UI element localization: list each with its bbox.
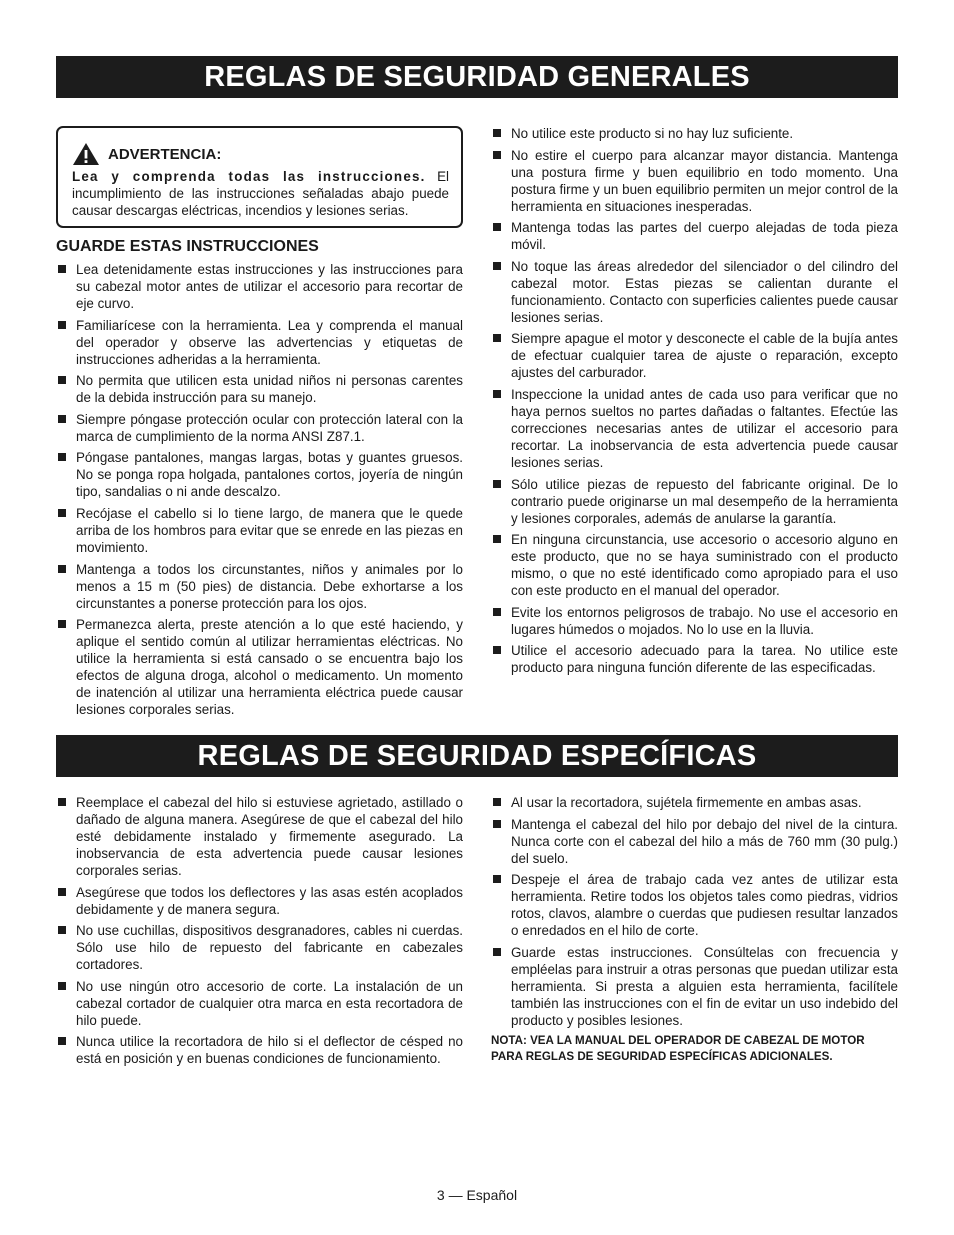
square-bullet-icon xyxy=(58,321,66,329)
list-item-text: Mantenga todas las partes del cuerpo alejadas de toda pieza móvil. xyxy=(511,220,898,253)
list-item xyxy=(491,531,898,599)
square-bullet-icon xyxy=(493,129,501,137)
square-bullet-icon xyxy=(58,798,66,806)
list-item xyxy=(56,317,463,368)
square-bullet-icon xyxy=(58,376,66,384)
specific-rules-banner: REGLAS DE SEGURIDAD ESPECÍFICAS xyxy=(56,735,898,777)
square-bullet-icon xyxy=(58,265,66,273)
list-item xyxy=(56,561,463,612)
square-bullet-icon xyxy=(58,509,66,517)
list-item xyxy=(56,449,463,500)
list-item-text: Sólo utilice piezas de repuesto del fabricante original. De lo contrario puede originarse un mal desempeño de la herramienta y lesiones corporales, además de anularse la garantía. xyxy=(511,476,898,526)
warning-box xyxy=(56,126,463,228)
list-item xyxy=(491,125,898,142)
list-item xyxy=(491,794,898,811)
warning-header xyxy=(72,142,449,166)
general-left-list xyxy=(56,261,463,718)
list-item-text: Lea detenidamente estas instrucciones y las instrucciones para su cabezal motor antes de utilizar el accesorio para recortar de eje curvo. xyxy=(76,262,463,311)
warning-lead: Lea y comprenda todas las instrucciones. xyxy=(72,169,426,184)
list-item-text: Utilice el accesorio adecuado para la tarea. No utilice este producto para ninguna función diferente de las especificadas. xyxy=(511,643,898,676)
list-item-text: Evite los entornos peligrosos de trabajo. No use el accesorio en lugares húmedos o mojados. No lo use en la lluvia. xyxy=(511,604,898,637)
general-right-list xyxy=(491,125,898,676)
list-item-text: En ninguna circunstancia, use accesorio o accesorio alguno en este producto, que no se haya suministrado con el producto mismo, o que no esté identificado como apropiado para el uso con este producto en el manual del operador. xyxy=(511,532,898,599)
additional-rules-note: NOTA: VEA LA MANUAL DEL OPERADOR DE CABEZAL DE MOTOR PARA REGLAS DE SEGURIDAD ESPECÍFICAS ADICIONALES. xyxy=(491,1034,865,1064)
list-item-text: Mantenga a todos los circunstantes, niños y animales por lo menos a 15 m (50 pies) de distancia. Debe exhortarse a los circunstantes a ponerse protección para los ojos. xyxy=(76,561,463,611)
square-bullet-icon xyxy=(493,151,501,159)
warning-text xyxy=(72,168,449,219)
list-item-text: Al usar la recortadora, sujétela firmemente en ambas asas. xyxy=(511,795,862,810)
list-item-text: Mantenga el cabezal del hilo por debajo del nivel de la cintura. Nunca corte con el cabezal del hilo a más de 760 mm (30 pulg.) del suelo. xyxy=(511,816,898,866)
square-bullet-icon xyxy=(493,535,501,543)
list-item xyxy=(491,816,898,867)
specific-right-list xyxy=(491,794,898,1029)
list-item xyxy=(491,147,898,215)
square-bullet-icon xyxy=(493,480,501,488)
general-rules-right-column xyxy=(491,125,898,681)
square-bullet-icon xyxy=(493,608,501,616)
square-bullet-icon xyxy=(58,982,66,990)
specific-rules-left-column xyxy=(56,794,463,1072)
list-item-text: Póngase pantalones, mangas largas, botas y guantes gruesos. No se ponga ropa holgada, pantalones cortos, joyería de ningún tipo, sandalias o ni ande descalzo. xyxy=(76,450,463,500)
list-item-text: Inspeccione la unidad antes de cada uso para verificar que no haya pernos sueltos no partes dañadas o faltantes. Efectúe las correcciones necesarias antes de utilizar el accesorio para recortar. La inobservancia de esta advertencia puede causar lesiones serias. xyxy=(511,386,898,470)
list-item xyxy=(491,871,898,939)
list-item-text: Familiarícese con la herramienta. Lea y comprenda el manual del operador y observe las advertencias y etiquetas de instrucciones adheridas a la herramienta. xyxy=(76,317,463,367)
list-item xyxy=(56,978,463,1029)
list-item-text: Guarde estas instrucciones. Consúltelas con frecuencia y empléelas para instruir a otras personas que puedan utilizar esta herramienta. Si presta a alguien esta herramienta, facilítele también las instrucciones con el fin de evitar un uso indebido del producto y posibles lesiones. xyxy=(511,944,898,1028)
square-bullet-icon xyxy=(58,415,66,423)
square-bullet-icon xyxy=(493,875,501,883)
list-item-text: No use ningún otro accesorio de corte. La instalación de un cabezal cortador de cualquier otra marca en esta recortadora de hilo puede. xyxy=(76,978,463,1028)
list-item-text: Permanezca alerta, preste atención a lo que esté haciendo, y aplique el sentido común al utilizar herramientas eléctricas. No utilice la herramienta si está cansado o se encuentra bajo los efectos de alguna droga, alcohol o medicamento. Un momento de inatención al utilizar una herramienta eléctrica puede causar lesiones corporales serias. xyxy=(76,617,463,718)
square-bullet-icon xyxy=(493,390,501,398)
specific-left-list xyxy=(56,794,463,1067)
list-item xyxy=(56,411,463,445)
warning-body: El incumplimiento de las instrucciones señaladas abajo puede causar descargas eléctricas, incendios y lesiones serias. xyxy=(72,169,449,218)
list-item xyxy=(491,386,898,471)
square-bullet-icon xyxy=(58,620,66,628)
list-item-text: Asegúrese que todos los deflectores y las asas estén acoplados debidamente y de manera segura. xyxy=(76,884,463,917)
list-item xyxy=(56,616,463,718)
list-item xyxy=(56,505,463,556)
list-item-text: No estire el cuerpo para alcanzar mayor distancia. Mantenga una postura firme y buen equilibrio en todo momento. Una postura firme y un buen equilibrio permiten un mejor control de la herramienta en situaciones inesperadas. xyxy=(511,147,898,214)
list-item xyxy=(491,258,898,326)
square-bullet-icon xyxy=(493,948,501,956)
warning-title: ADVERTENCIA: xyxy=(108,145,222,163)
square-bullet-icon xyxy=(493,334,501,342)
general-rules-banner: REGLAS DE SEGURIDAD GENERALES xyxy=(56,56,898,98)
list-item-text: Siempre póngase protección ocular con protección lateral con la marca de cumplimiento de la norma ANSI Z87.1. xyxy=(76,411,463,444)
list-item-text: Despeje el área de trabajo cada vez antes de utilizar esta herramienta. Retire todos los objetos tales como piedras, vidrios rotos, clavos, alambre o cuerdas que pudiesen resultar lanzados o enredados en el hilo de corte. xyxy=(511,872,898,939)
page-footer: 3 — Español xyxy=(436,1187,518,1203)
list-item xyxy=(491,604,898,638)
square-bullet-icon xyxy=(493,798,501,806)
list-item xyxy=(491,219,898,253)
list-item-text: Recójase el cabello si lo tiene largo, de manera que le quede arriba de los hombros para evitar que se enrede en las piezas en movimiento. xyxy=(76,505,463,555)
list-item xyxy=(56,372,463,406)
list-item xyxy=(491,944,898,1029)
list-item xyxy=(491,642,898,676)
square-bullet-icon xyxy=(58,565,66,573)
list-item xyxy=(56,922,463,973)
list-item-text: No permita que utilicen esta unidad niños ni personas carentes de la debida instrucción para su manejo. xyxy=(76,373,463,406)
square-bullet-icon xyxy=(493,223,501,231)
list-item-text: Reemplace el cabezal del hilo si estuviese agrietado, astillado o dañado de alguna manera. Asegúrese de que el cabezal del hilo esté debidamente instalado y firmemente asegurado. La inobservancia de esta advertencia puede causar lesiones corporales serias. xyxy=(76,795,463,878)
square-bullet-icon xyxy=(493,820,501,828)
list-item xyxy=(491,476,898,527)
list-item-text: No toque las áreas alrededor del silenciador o del cilindro del cabezal motor. Estas piezas se calientan durante el funcionamiento. Contacto con superficies calientes puede causar lesiones serias. xyxy=(511,258,898,325)
square-bullet-icon xyxy=(58,888,66,896)
specific-rules-right-column xyxy=(491,794,898,1065)
square-bullet-icon xyxy=(58,926,66,934)
list-item xyxy=(56,1033,463,1067)
general-rules-left-column xyxy=(56,261,463,723)
list-item xyxy=(491,330,898,381)
save-instructions-heading: GUARDE ESTAS INSTRUCCIONES xyxy=(56,238,319,255)
list-item-text: No utilice este producto si no hay luz suficiente. xyxy=(511,126,794,141)
list-item xyxy=(56,794,463,879)
warning-triangle-icon xyxy=(72,142,100,166)
list-item xyxy=(56,884,463,918)
square-bullet-icon xyxy=(58,453,66,461)
list-item xyxy=(56,261,463,312)
list-item-text: Nunca utilice la recortadora de hilo si el deflector de césped no está en posición y en buenas condiciones de funcionamiento. xyxy=(76,1034,463,1067)
square-bullet-icon xyxy=(493,646,501,654)
list-item-text: No use cuchillas, dispositivos desgranadores, cables ni cuerdas. Sólo use hilo de repuesto del fabricante en cabezales cortadores. xyxy=(76,923,463,973)
square-bullet-icon xyxy=(493,262,501,270)
list-item-text: Siempre apague el motor y desconecte el cable de la bujía antes de efectuar cualquier tarea de ajuste o reparación, excepto ajustes del carburador. xyxy=(511,331,898,381)
square-bullet-icon xyxy=(58,1037,66,1045)
